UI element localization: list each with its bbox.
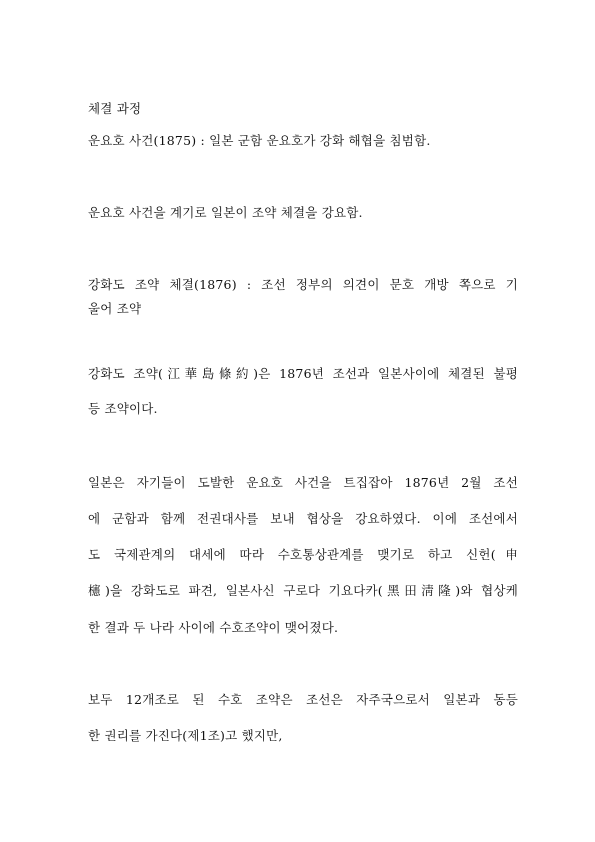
text-line: 강화도 조약 체결(1876) : 조선 정부의 의견이 문호 개방 쪽으로 기 bbox=[88, 277, 518, 292]
text-line: 에 군함과 함께 전권대사를 보내 협상을 강요하였다. 이에 조선에서 bbox=[88, 511, 518, 526]
text-line: 등 조약이다. bbox=[88, 401, 158, 416]
text-line: 한 권리를 가진다(제1조)고 했지만, bbox=[88, 728, 283, 743]
text-line: 운요호 사건(1875) : 일본 군함 운요호가 강화 해협을 침범함. bbox=[88, 133, 431, 148]
text-line: 櫶)을 강화도로 파견, 일본사신 구로다 기요다카(黑田淸隆)와 협상케 bbox=[88, 583, 518, 598]
text-line: 한 결과 두 나라 사이에 수호조약이 맺어졌다. bbox=[88, 620, 339, 635]
text-line: 일본은 자기들이 도발한 운요호 사건을 트집잡아 1876년 2월 조선 bbox=[88, 475, 518, 490]
section-heading: 체결 과정 bbox=[88, 101, 142, 116]
text-line: 울어 조약 bbox=[88, 301, 142, 316]
text-line: 운요호 사건을 계기로 일본이 조약 체결을 강요함. bbox=[88, 205, 363, 220]
text-line: 도 국제관계의 대세에 따라 수호통상관계를 맺기로 하고 신헌(申 bbox=[88, 547, 518, 562]
text-line: 강화도 조약(江華島條約)은 1876년 조선과 일본사이에 체결된 불평 bbox=[88, 366, 518, 381]
text-line: 보두 12개조로 된 수호 조약은 조선은 자주국으로서 일본과 동등 bbox=[88, 692, 518, 707]
